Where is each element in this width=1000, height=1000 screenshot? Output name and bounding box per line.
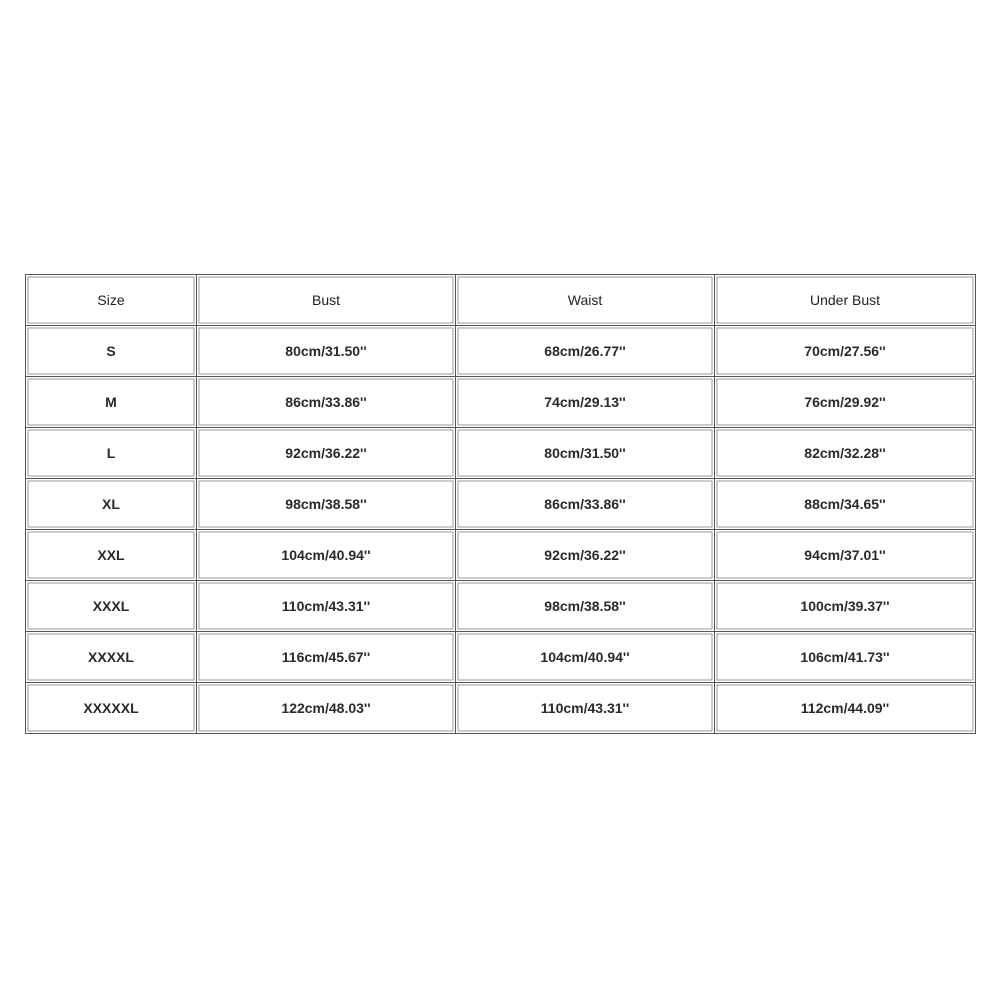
waist-cell: 104cm/40.94'' [456,632,715,683]
size-cell: XXXXXL [26,683,197,734]
size-cell: L [26,428,197,479]
table-row [26,326,976,377]
size-cell: XXXL [26,581,197,632]
size-cell: XXL [26,530,197,581]
header-under-bust: Under Bust [715,275,976,326]
header-size: Size [26,275,197,326]
waist-cell: 92cm/36.22'' [456,530,715,581]
size-cell: XXXXL [26,632,197,683]
under-bust-cell: 88cm/34.65'' [715,479,976,530]
bust-cell: 80cm/31.50'' [197,326,456,377]
waist-cell: 74cm/29.13'' [456,377,715,428]
table-row [26,479,976,530]
table-row [26,581,976,632]
header-bust: Bust [197,275,456,326]
bust-cell: 116cm/45.67'' [197,632,456,683]
table-row [26,530,976,581]
bust-cell: 110cm/43.31'' [197,581,456,632]
under-bust-cell: 112cm/44.09'' [715,683,976,734]
bust-cell: 104cm/40.94'' [197,530,456,581]
table-row [26,377,976,428]
size-chart-table [25,274,976,734]
bust-cell: 122cm/48.03'' [197,683,456,734]
under-bust-cell: 70cm/27.56'' [715,326,976,377]
waist-cell: 68cm/26.77'' [456,326,715,377]
under-bust-cell: 100cm/39.37'' [715,581,976,632]
under-bust-cell: 82cm/32.28'' [715,428,976,479]
under-bust-cell: 76cm/29.92'' [715,377,976,428]
size-chart-body [26,326,976,734]
waist-cell: 80cm/31.50'' [456,428,715,479]
size-chart-header [26,275,976,326]
header-row [26,275,976,326]
size-cell: S [26,326,197,377]
size-cell: XL [26,479,197,530]
under-bust-cell: 94cm/37.01'' [715,530,976,581]
bust-cell: 86cm/33.86'' [197,377,456,428]
table-row [26,683,976,734]
bust-cell: 92cm/36.22'' [197,428,456,479]
header-waist: Waist [456,275,715,326]
waist-cell: 110cm/43.31'' [456,683,715,734]
table-row [26,428,976,479]
under-bust-cell: 106cm/41.73'' [715,632,976,683]
size-cell: M [26,377,197,428]
table-row [26,632,976,683]
waist-cell: 98cm/38.58'' [456,581,715,632]
waist-cell: 86cm/33.86'' [456,479,715,530]
bust-cell: 98cm/38.58'' [197,479,456,530]
